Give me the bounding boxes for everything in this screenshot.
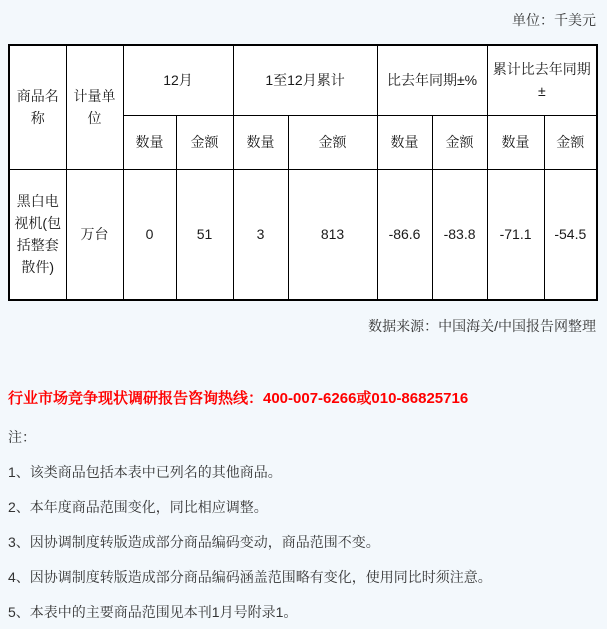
- data-source-label: 数据来源：中国海关/中国报告网整理: [368, 318, 596, 334]
- note-item-5: 5、本表中的主要商品范围见本刊1月号附录1。: [8, 604, 298, 620]
- subheader-yoy-quantity: 数量: [377, 115, 432, 169]
- cell-dec-amount: 51: [176, 169, 233, 300]
- subheader-dec-quantity: 数量: [123, 115, 176, 169]
- cell-cum-amount: 813: [288, 169, 377, 300]
- header-group-yoy: 比去年同期±%: [377, 45, 487, 115]
- subheader-cum-amount: 金额: [288, 115, 377, 169]
- cell-cum-yoy-amount: -54.5: [544, 169, 597, 300]
- subheader-cum-quantity: 数量: [233, 115, 288, 169]
- header-product: 商品名称: [9, 45, 66, 169]
- note-item-2: 2、本年度商品范围变化，同比相应调整。: [8, 499, 268, 515]
- cell-cum-yoy-quantity: -71.1: [487, 169, 544, 300]
- table-row: [9, 169, 597, 300]
- notes-title: 注：: [8, 429, 36, 445]
- note-item-1: 1、该类商品包括本表中已列名的其他商品。: [8, 464, 282, 480]
- cell-cum-quantity: 3: [233, 169, 288, 300]
- subheader-dec-amount: 金额: [176, 115, 233, 169]
- header-group-cumulative-yoy: 累计比去年同期±: [487, 45, 597, 115]
- header-group-december: 12月: [123, 45, 233, 115]
- export-data-table: [8, 44, 598, 301]
- header-group-cumulative: 1至12月累计: [233, 45, 377, 115]
- cell-dec-quantity: 0: [123, 169, 176, 300]
- subheader-cum-yoy-quantity: 数量: [487, 115, 544, 169]
- unit-label: 单位：千美元: [512, 12, 596, 28]
- cell-measure-unit: 万台: [66, 169, 123, 300]
- notes-section: [8, 428, 607, 621]
- cell-yoy-quantity: -86.6: [377, 169, 432, 300]
- header-unit: 计量单位: [66, 45, 123, 169]
- cell-product-name: 黑白电视机(包括整套散件): [9, 169, 66, 300]
- table-header-row-groups: [9, 45, 597, 115]
- subheader-yoy-amount: 金额: [432, 115, 487, 169]
- hotline-label: 行业市场竞争现状调研报告咨询热线：400-007-6266或010-86825716: [8, 390, 469, 407]
- subheader-cum-yoy-amount: 金额: [544, 115, 597, 169]
- cell-yoy-amount: -83.8: [432, 169, 487, 300]
- note-item-4: 4、因协调制度转版造成部分商品编码涵盖范围略有变化，使用同比时须注意。: [8, 569, 492, 585]
- note-item-3: 3、因协调制度转版造成部分商品编码变动，商品范围不变。: [8, 534, 380, 550]
